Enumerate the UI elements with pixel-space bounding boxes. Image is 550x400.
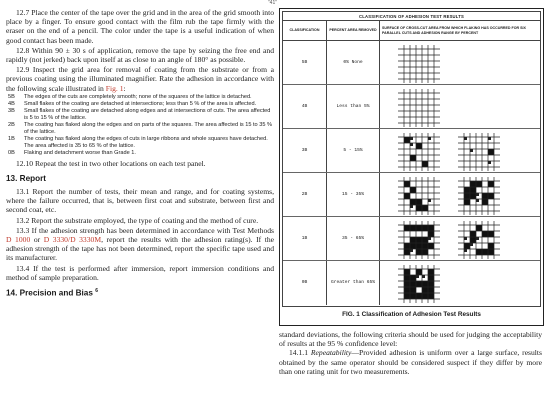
- scale-item: [6, 101, 274, 108]
- table-header: [283, 21, 540, 41]
- table-title: CLASSIFICATION OF ADHESION TEST RESULTS: [283, 12, 540, 21]
- crosscut-grid-illustration: [454, 219, 514, 259]
- class-cell: 1B: [283, 217, 327, 260]
- percent-cell: 35 - 65%: [327, 217, 380, 260]
- scale-code: 5B: [8, 93, 15, 100]
- paragraph-12-9-text: 12.9 Inspect the grid area for removal of coating from the substrate or from a previous coating using the illuminated magnifier. Rate the adhesion in accordance with the following scale illustrated in: [6, 65, 274, 93]
- percent-cell: 0% None: [327, 41, 380, 84]
- grid-cell: [380, 129, 540, 172]
- crosscut-grid-illustration: [454, 131, 514, 171]
- paragraph-13-3: [6, 226, 274, 263]
- section-heading-precision-text: 14. Precision and Bias: [6, 288, 93, 298]
- grid-cell: [380, 41, 540, 84]
- scale-code: 1B: [8, 135, 15, 142]
- header-percent-area: PERCENT AREA REMOVED: [327, 21, 380, 40]
- scale-code: 2B: [8, 121, 15, 128]
- scale-text: Small flakes of the coating are detached at intersections; less than 5 % of the area is affected.: [24, 100, 257, 107]
- scale-text: The coating has flaked along the edges and on parts of the squares. The area affected is 15 to 35 % of the lattice.: [24, 121, 272, 135]
- scale-item: [6, 94, 274, 101]
- paragraph-12-9: [6, 65, 274, 93]
- right-column-text: [279, 330, 542, 376]
- grid-cell: [380, 217, 540, 260]
- scale-text: The edges of the cuts are completely smooth; none of the squares of the lattice is detached.: [24, 93, 252, 100]
- scale-text: Small flakes of the coating are detached along edges and at intersections of cuts. The area affected is 5 to 15 % of the lattice.: [24, 107, 271, 121]
- d3330-link[interactable]: D 3330/D 3330M: [43, 235, 102, 245]
- scale-item: [6, 150, 274, 157]
- paragraph-14-1-1-label: 14.1.1: [289, 348, 308, 358]
- crosscut-grid-illustration: [394, 219, 454, 259]
- page-header-mark: ”41”: [268, 0, 277, 6]
- scale-text: The coating has flaked along the edges of cuts in large ribbons and whole squares have detached. The area affected is 35 to 65 % of the lattice.: [24, 135, 268, 149]
- figure-1: [279, 8, 544, 326]
- section-heading-precision: [6, 288, 274, 298]
- crosscut-grid-illustration: [394, 175, 454, 215]
- class-cell: 0B: [283, 261, 327, 305]
- fig-1-link[interactable]: Fig. 1: [105, 83, 124, 93]
- paragraph-13-3-b: , report the results with the adhesion rating(s). If the adhesion strength of the tape has not been determined, report the specific tape used and its manufacturer.: [6, 235, 274, 263]
- left-column: [6, 8, 274, 398]
- footnote-marker[interactable]: 6: [95, 288, 98, 295]
- paragraph-12-9-end: :: [123, 83, 126, 93]
- paragraph-12-10: 12.10 Repeat the test in two other locations on each test panel.: [16, 158, 206, 168]
- right-column: [277, 8, 544, 398]
- paragraph-13-3-a: 13.3 If the adhesion strength has been determined in accordance with Test Methods: [16, 225, 274, 235]
- paragraph-13-1: 13.1 Report the number of tests, their mean and range, and for coating systems, where the failure occurred, that is, between first coat and substrate, between first and second coat, etc.: [6, 187, 274, 215]
- figure-caption: FIG. 1 Classification of Adhesion Test Results: [342, 311, 481, 318]
- section-heading-report: 13. Report: [6, 174, 47, 184]
- paragraph-13-4: 13.4 If the test is performed after immersion, report immersion conditions and method of sample preparation.: [6, 263, 274, 282]
- percent-cell: Less than 5%: [327, 85, 380, 128]
- table-row: [283, 217, 540, 261]
- paragraph-continuation: standard deviations, the following criteria should be used for judging the acceptability of results at the 95 % confidence level:: [279, 330, 542, 349]
- scale-text: Flaking and detachment worse than Grade 1.: [24, 149, 136, 156]
- grid-cell: [380, 261, 540, 305]
- class-cell: 2B: [283, 173, 327, 216]
- class-cell: 4B: [283, 85, 327, 128]
- percent-cell: Greater than 65%: [327, 261, 380, 305]
- class-cell: 5B: [283, 41, 327, 84]
- scale-code: 3B: [8, 107, 15, 114]
- table-row: [283, 41, 540, 85]
- table-row: [283, 129, 540, 173]
- header-classification: CLASSIFICATION: [283, 21, 327, 40]
- scale-item: [6, 122, 274, 136]
- percent-cell: 15 - 35%: [327, 173, 380, 216]
- table-row: [283, 261, 540, 305]
- paragraph-13-3-or: or: [33, 235, 41, 245]
- paragraph-12-7: 12.7 Place the center of the tape over the grid and in the area of the grid smooth into place by a finger. To ensure good contact with the film rub the tape firmly with the eraser on the end of a pencil. The color under the tape is a useful indication of when good contact has been made.: [6, 8, 274, 45]
- crosscut-grid-illustration: [394, 87, 454, 127]
- crosscut-grid-illustration: [454, 175, 514, 215]
- scale-code: 0B: [8, 149, 15, 156]
- crosscut-grid-illustration: [394, 263, 454, 303]
- adhesion-scale-list: [6, 94, 274, 157]
- scale-item: [6, 108, 274, 122]
- paragraph-13-2: 13.2 Report the substrate employed, the type of coating and the method of cure.: [16, 215, 259, 225]
- repeatability-term: Repeatability: [310, 348, 352, 358]
- crosscut-grid-illustration: [394, 43, 454, 83]
- grid-cell: [380, 173, 540, 216]
- paragraph-14-1-1-text: —Provided adhesion is uniform over a large surface, results obtained by the same operator should be considered suspect if they differ by more than one rating unit for two measurements.: [279, 348, 542, 376]
- paragraph-12-8: 12.8 Within 90 ± 30 s of application, remove the tape by seizing the free end and rapidly (not jerked) back upon itself at as close to an angle of 180° as possible.: [6, 45, 274, 65]
- paragraph-14-1-1: [279, 348, 542, 376]
- crosscut-grid-illustration: [394, 131, 454, 171]
- class-cell: 3B: [283, 129, 327, 172]
- scale-item: [6, 136, 274, 150]
- table-row: [283, 85, 540, 129]
- classification-table: [282, 11, 541, 307]
- percent-cell: 5 - 15%: [327, 129, 380, 172]
- grid-cell: [380, 85, 540, 128]
- scale-code: 4B: [8, 100, 15, 107]
- header-surface: SURFACE OF CROSS-CUT AREA FROM WHICH FLAKING HAS OCCURRED FOR SIX PARALLEL CUTS AND ADHESION RANGE BY PERCENT: [382, 26, 526, 35]
- d1000-link[interactable]: D 1000: [6, 235, 31, 245]
- table-row: [283, 173, 540, 217]
